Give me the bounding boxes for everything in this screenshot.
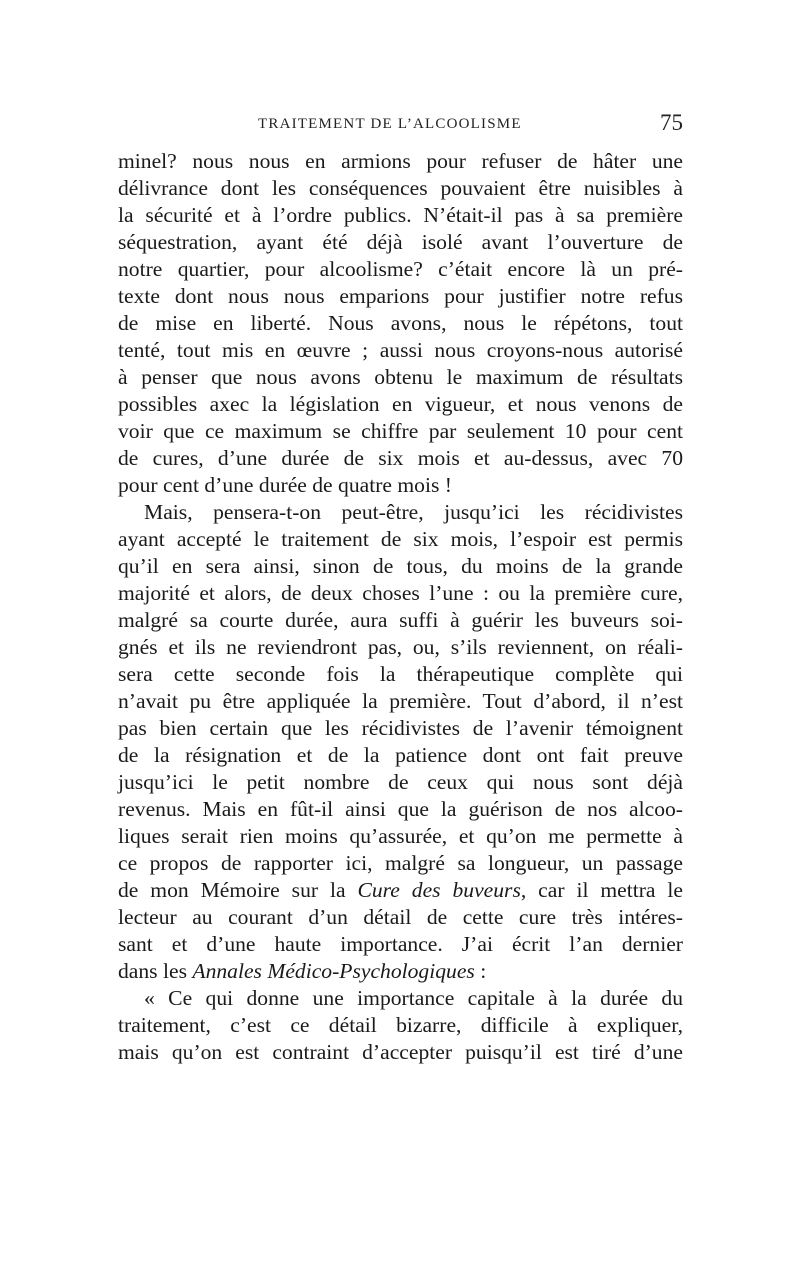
text-line: notre quartier, pour alcoolisme? c’était encore là un pré-	[118, 257, 683, 281]
text-line: de cures, d’une durée de six mois et au-dessus, avec 70	[118, 446, 683, 470]
paragraph-start-line: Mais, pensera-t-on peut-être, jusqu’ici les récidivistes	[144, 500, 683, 524]
text-line: voir que ce maximum se chiffre par seulement 10 pour cent	[118, 419, 683, 443]
body-text	[118, 148, 683, 1066]
text-line: de mise en liberté. Nous avons, nous le répétons, tout	[118, 311, 683, 335]
line-lead: dans les	[118, 959, 187, 983]
italic-title-annales: Annales Médico-Psychologiques	[192, 959, 475, 983]
line-lead: de mon Mémoire sur la	[118, 878, 346, 902]
running-title: TRAITEMENT DE L’ALCOOLISME	[258, 116, 522, 132]
text-line: ce propos de rapporter ici, malgré sa longueur, un passage	[118, 851, 683, 875]
italic-title-cure: Cure des buveurs	[357, 878, 521, 902]
text-line: mais qu’on est contraint d’accepter puisqu’il est tiré d’une	[118, 1040, 683, 1064]
text-line: de la résignation et de la patience dont ont fait preuve	[118, 743, 683, 767]
text-line: n’avait pu être appliquée la première. Tout d’abord, il n’est	[118, 689, 683, 713]
text-line: liques serait rien moins qu’assurée, et qu’on me permette à	[118, 824, 683, 848]
running-head	[118, 112, 683, 142]
text-line: tenté, tout mis en œuvre ; aussi nous croyons-nous autorisé	[118, 338, 683, 362]
page-number: 75	[660, 110, 683, 135]
text-line-annales-title	[118, 958, 683, 985]
text-line: revenus. Mais en fût-il ainsi que la guérison de nos alcoo-	[118, 797, 683, 821]
text-line: délivrance dont les conséquences pouvaient être nuisibles à	[118, 176, 683, 200]
text-line: possibles axec la législation en vigueur, et nous venons de	[118, 392, 683, 416]
text-line: la sécurité et à l’ordre publics. N’était-il pas à sa première	[118, 203, 683, 227]
text-line: gnés et ils ne reviendront pas, ou, s’ils reviennent, on réali-	[118, 635, 683, 659]
line-tail: :	[474, 959, 487, 983]
text-line: majorité et alors, de deux choses l’une : ou la première cure,	[118, 581, 683, 605]
text-line: jusqu’ici le petit nombre de ceux qui nous sont déjà	[118, 770, 683, 794]
paragraph-end-line: pour cent d’une durée de quatre mois !	[118, 473, 452, 497]
text-line: qu’il en sera ainsi, sinon de tous, du moins de la grande	[118, 554, 683, 578]
text-line: minel? nous nous en armions pour refuser de hâter une	[118, 149, 683, 173]
text-line: pas bien certain que les récidivistes de l’avenir témoignent	[118, 716, 683, 740]
text-line: sera cette seconde fois la thérapeutique complète qui	[118, 662, 683, 686]
text-line: lecteur au courant d’un détail de cette cure très intéres-	[118, 905, 683, 929]
text-line: malgré sa courte durée, aura suffi à guérir les buveurs soi-	[118, 608, 683, 632]
text-line-cure-title	[118, 877, 683, 904]
text-line: séquestration, ayant été déjà isolé avant l’ouverture de	[118, 230, 683, 254]
text-line: traitement, c’est ce détail bizarre, difficile à expliquer,	[118, 1013, 683, 1037]
text-line: ayant accepté le traitement de six mois, l’espoir est permis	[118, 527, 683, 551]
text-line: à penser que nous avons obtenu le maximum de résultats	[118, 365, 683, 389]
quote-start-line: « Ce qui donne une importance capitale à la durée du	[144, 986, 683, 1010]
text-line: sant et d’une haute importance. J’ai écrit l’an dernier	[118, 932, 683, 956]
text-line: texte dont nous nous emparions pour justifier notre refus	[118, 284, 683, 308]
line-tail: , car il mettra le	[520, 878, 684, 902]
